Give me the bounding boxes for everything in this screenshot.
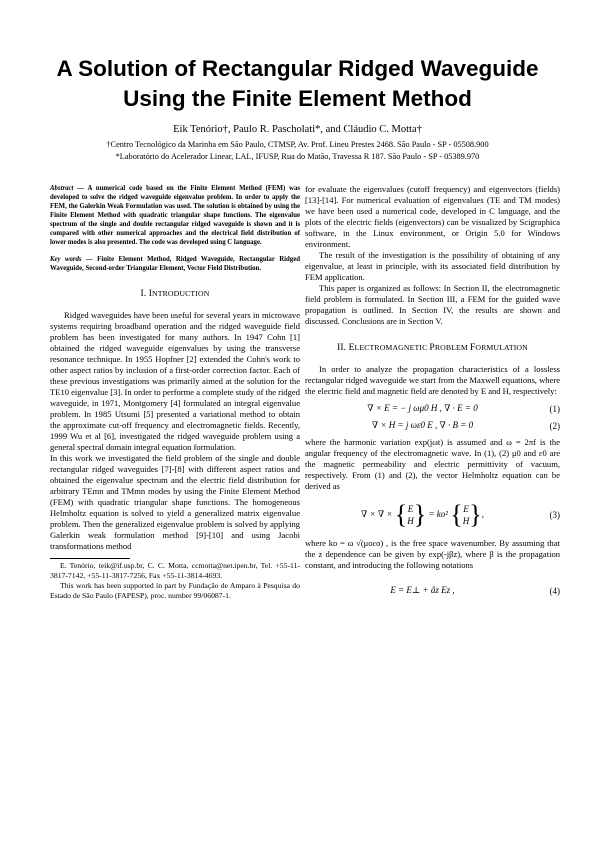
affiliation-1: †Centro Tecnológico da Marinha em São Paulo, CTMSP, Av. Prof. Lineu Prestes 2468. São Paulo - SP - 05508.900 [106,140,489,149]
right-paragraph-3: This paper is organized as follows: In Section II, the electromagnetic field problem is formulated. In Section III, a FEM for the guided wave propagation is outlined. In Section IV, the results are shown and discussed. Conclusions are in Section V. [305,283,560,326]
left-column [50,184,300,601]
section-2-title-c: ROBLEM [434,343,470,352]
equation-1-number: (1) [549,403,560,414]
keywords-text: Finite Element Method, Ridged Waveguide, Rectangular Ridged Waveguide, Second-order Triangular Element, Vector Field Distribution. [50,256,300,272]
intro-paragraph-1: Ridged waveguides have been useful for several years in microwave systems requiring broadband operation and the ridged waveguide field problem has been investigated for many authors. In 1947 Cohn [1] obtained the ridged waveguide eigenvalues by using the transverse resonance technique. In 1955 Hopfner [2] extended the Cohn's work to other aspect ratios by inclusion of a first-order correction factor. Each of these previous investigations was primarily aimed at the solution for the TE10 eigenvalue [3]. In order to performe a complete study of the ridged waveguide, in 1971, Montgomery [4] formulated an integral eigenvalue problem. In 1985 Utsumi [5] presented a variational method to obtain the approximate cut-off frequency and electromagnetic fields. Recently, 1999 Wu et al [6], investigated the ridged waveguide problem using a general spectral domain integral equation formulation. [50,310,300,452]
keywords-label: Key words — [50,256,93,263]
equation-1 [305,403,560,414]
abstract [50,184,300,247]
equation-3-rhs-bottom: H [462,516,470,526]
formulation-paragraph-1: In order to analyze the propagation characteristics of a lossless rectangular ridged waveguide we start from the Maxwell equations, where the electric field and magnetic field are denoted by E and H, respectively: [305,364,560,396]
formulation-paragraph-2: where the harmonic variation exp(jωt) is assumed and ω = 2πf is the angular frequency of the electromagnetic wave. In (1), (2) μ0 and ε0 are the magnetic permeability and electric permittivity of vacuum, respectively. From (1) and (2), the vector Helmholtz equation can be derived as [305,437,560,491]
keywords [50,255,300,273]
intro-paragraph-2: In this work we investigated the field problem of the single and double rectangular ridged waveguides [7]-[8] with different aspect ratios and obtained the eigenvalue spectrum and the electric field distribution for arbitrary TEmn and TMmn modes by using the Finite Element Method (FEM) with quadratic triangular shape functions. The homogeneous Helmholtz equation is solved to yield a generalized matrix eigenvalue problem. Then the generalized eigenvalue problem is solved by applying Galerkin weak formulation method [9]-[10] and using Jacobi transformations method [50,453,300,551]
footnote-funding: This work has been supported in part by Fundação de Amparo à Pesquisa do Estado de São Paulo (FAPESP), proc. number 99/06087-1. [50,581,300,600]
equation-3-vec-top: E [407,504,414,514]
equation-3-wavenumber: = ko² [428,509,448,520]
section-2-number: II. E [337,343,355,353]
formulation-paragraph-3: where ko = ω √(μoεo) , is the free space wavenumber. By assuming that the z dependence can be given by exp(-jβz), where β is the propagation constant, and introducing the following notations [305,538,560,570]
abstract-label: Abstract — [50,185,85,192]
abstract-text: A numerical code based on the Finite Element Method (FEM) was developed to solve the ridged waveguide eigenvalue problem. In order to apply the FEM, the Galerkin Weak Formulation was used. The solution is obtained by using the Finite Element Method with quadratic triangular shape functions. The eigenvalue spectrum of the single and double rectangular ridged waveguide is shown and it is compared with other numerical approaches and the electrical field distribution of lower modes is also presented. The code was developed using C language. [50,185,300,246]
authors: Eik Tenório†, Paulo R. Pascholati*, and Cláudio C. Motta† [173,124,422,135]
affiliation-2: *Laboratório do Acelerador Linear, LAL, IFUSP, Rua do Matão, Travessa R 187. São Paulo - SP - 05389.970 [115,152,480,161]
section-2-title-a: LECTROMAGNETIC [354,343,430,352]
equation-3-operator: ∇ × ∇ × [361,509,393,520]
section-2-title-d: F [469,343,476,353]
section-1-title: NTRODUCTION [152,289,210,298]
equation-3 [305,502,560,528]
section-1-number: I. I [140,289,153,299]
equation-4 [305,585,560,596]
equation-2 [305,420,560,431]
paper-title [40,54,555,114]
footnote-rule [50,558,130,559]
equation-3-number: (3) [549,510,560,520]
equation-1-body: ∇ × E = − j ωμ0 H , ∇ · E = 0 [367,403,478,413]
right-column [305,184,560,602]
section-2-title-b: P [429,343,435,353]
section-heading-formulation [305,343,560,353]
equation-3-body: ∇ × ∇ × { E H } = ko² { E H } , [361,500,484,529]
section-heading-introduction [50,289,300,299]
equation-3-vec-bottom: H [407,516,414,526]
title-line-1: A Solution of Rectangular Ridged Waveguide [56,56,539,81]
section-2-title-e: ORMULATION [475,343,528,352]
equation-2-body: ∇ × H = j ωε0 E , ∇ · B = 0 [371,420,474,430]
footnote-contact: E. Tenório, teik@if.usp.br, C. C. Motta, ccmotta@net.ipen.br, Tel. +55-11-3817-7142, +55-11-3817-7256, Fax +55-11-3814-4693. [50,561,300,580]
equation-4-body: E = E⊥ + âz Ez , [390,585,455,595]
equation-2-number: (2) [549,420,560,431]
right-paragraph-1: for evaluate the eigenvalues (cutoff frequency) and eigenvectors (fields) [13]-[14]. For numerical evaluation of eigenvalues (TE and TM modes) we have been used a numerical code, developed in C language, and the plots of the electric fields (eigenvectors) can be visualized by Scigraphica software, in the Linux environment, or Origin 5.0 for Windows environment. [305,184,560,249]
right-paragraph-2: The result of the investigation is the possibility of obtaining of any eigenvalue, at least in principle, with its associated field distribution by FEM application. [305,250,560,282]
equation-3-rhs-top: E [463,504,469,514]
title-line-2: Using the Finite Element Method [123,86,472,111]
equation-4-number: (4) [549,585,560,596]
